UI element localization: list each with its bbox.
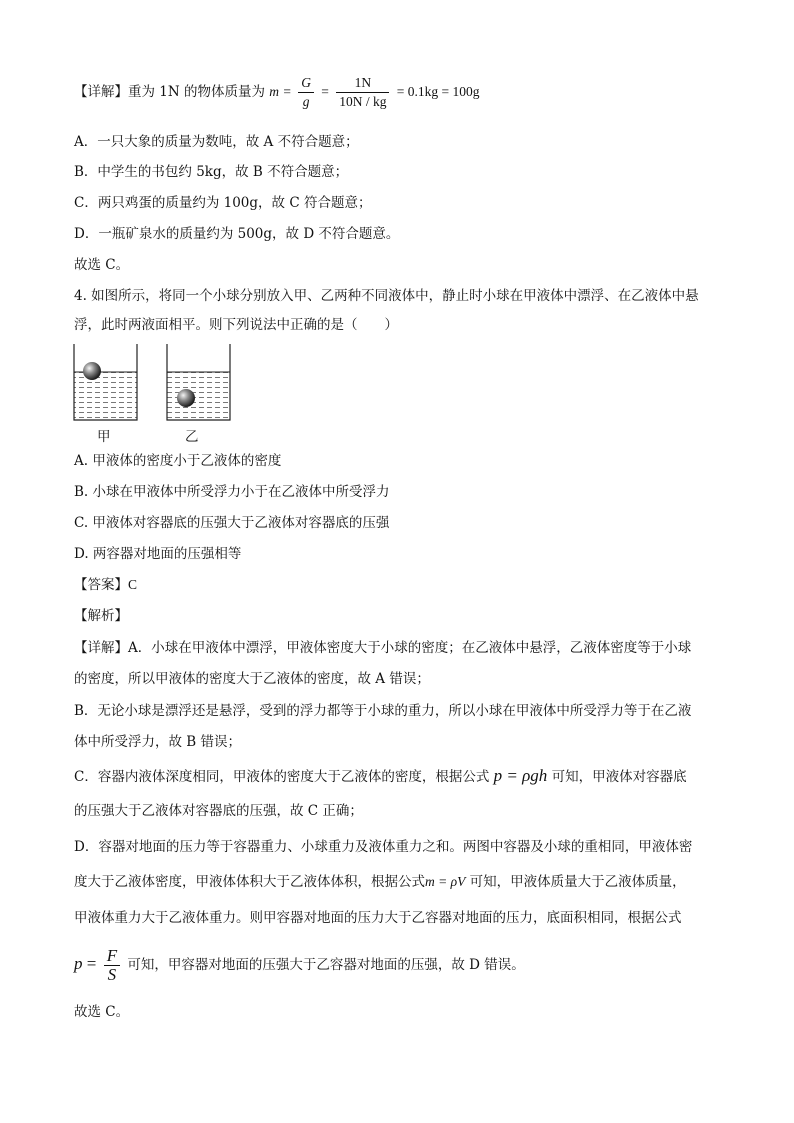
detail-text: 重为 1N 的物体质量为 — [128, 84, 265, 100]
q4-answer-line — [74, 575, 137, 595]
q4-detail-tag: 【详解】 — [74, 640, 128, 656]
eq-fraction-2 — [336, 74, 389, 111]
q4-detail-b-line-1: B．无论小球是漂浮还是悬浮，受到的浮力都等于小球的重力，所以小球在甲液体中所受浮力等于在乙液 — [74, 703, 692, 719]
eq-fraction-1 — [298, 74, 314, 111]
q4-detail-d-line4-post: 可知，甲容器对地面的压强大于乙容器对地面的压强，故 D 错误。 — [127, 957, 525, 973]
q4-detail-d-line-4 — [74, 942, 525, 986]
q4-detail-c-pre: C．容器内液体深度相同，甲液体的密度大于乙液体的密度，根据公式 — [74, 769, 490, 785]
q4-detail-a-line-2: 的密度，所以甲液体的密度大于乙液体的密度，故 A 错误； — [74, 671, 430, 687]
q4-formula-p: p — [74, 954, 83, 973]
liquid-jia — [74, 372, 137, 420]
q4-final: 故选 C。 — [74, 1004, 130, 1020]
q4-formula-eq: = — [86, 954, 97, 973]
eq-frac1-den: g — [302, 94, 310, 109]
q3-final: 故选 C。 — [74, 257, 130, 273]
liquid-yi — [167, 372, 230, 420]
q4-detail-d-pre: 度大于乙液体密度，甲液体体积大于乙液体体积，根据公式 — [74, 874, 425, 890]
detail-tag: 【详解】 — [74, 84, 128, 100]
q4-detail-d-line-2 — [74, 872, 686, 892]
eq-frac2-num: 1N — [336, 74, 389, 93]
beaker-jia — [74, 344, 137, 420]
q4-detail-b-line-2: 体中所受浮力，故 B 错误； — [74, 734, 242, 750]
q4-detail-a-text: A．小球在甲液体中漂浮，甲液体密度大于小球的密度；在乙液体中悬浮，乙液体密度等于小球 — [128, 640, 692, 656]
q4-detail-d-post: 可知，甲液体质量大于乙液体质量， — [469, 874, 686, 890]
q4-formula-fraction — [104, 947, 120, 984]
q4-stem-line-1: 4. 如图所示，将同一个小球分别放入甲、乙两种不同液体中，静止时小球在甲液体中漂浮、在乙液体中悬 — [74, 288, 699, 304]
eq-tail: = 0.1kg = 100g — [396, 84, 480, 99]
beaker-figure — [70, 340, 240, 445]
beaker-yi — [167, 344, 230, 420]
ball-floating — [83, 362, 101, 380]
q4-detail-c-line-2: 的压强大于乙液体对容器底的压强，故 C 正确； — [74, 803, 363, 819]
q4-frac-den: S — [107, 965, 117, 984]
eq-var: m — [269, 84, 280, 99]
q4-option-c: C. 甲液体对容器底的压强大于乙液体对容器底的压强 — [74, 515, 390, 531]
q4-option-d: D. 两容器对地面的压强相等 — [74, 546, 242, 562]
eq-frac1-num: G — [298, 74, 314, 93]
q4-detail-c-line-1 — [74, 766, 687, 787]
q4-formula-mpv: m = ρV — [425, 874, 466, 889]
q3-option-a: A．一只大象的质量为数吨，故 A 不符合题意； — [74, 134, 359, 150]
q4-analysis-tag: 【解析】 — [74, 608, 128, 624]
q4-detail-d-line-3: 甲液体重力大于乙液体重力。则甲容器对地面的压力大于乙容器对地面的压力，底面积相同，根据公式 — [74, 910, 682, 926]
q4-frac-num: F — [104, 947, 120, 966]
q3-option-c: C．两只鸡蛋的质量约为 100g，故 C 符合题意； — [74, 195, 372, 211]
answer-tag: 【答案】 — [74, 577, 128, 593]
q3-detail-line — [74, 72, 480, 112]
figure-label-yi: 乙 — [185, 429, 199, 445]
ball-suspended — [177, 389, 195, 407]
q4-detail-c-post: 可知，甲液体对容器底 — [551, 769, 687, 785]
q4-detail-a-line-1 — [74, 638, 691, 658]
eq-sign: = — [283, 84, 291, 99]
answer-value: C — [128, 577, 138, 592]
q4-formula-pgh: p = ρgh — [493, 766, 548, 785]
q3-option-d: D．一瓶矿泉水的质量约为 500g，故 D 不符合题意。 — [74, 226, 400, 242]
q3-option-b: B．中学生的书包约 5kg，故 B 不符合题意； — [74, 164, 349, 180]
figure-label-jia: 甲 — [97, 429, 111, 445]
eq-frac2-den: 10N / kg — [339, 94, 387, 109]
q4-stem-line-2: 浮，此时两液面相平。则下列说法中正确的是（ ） — [74, 317, 398, 333]
q4-option-b: B. 小球在甲液体中所受浮力小于在乙液体中所受浮力 — [74, 484, 390, 500]
eq-sign-2: = — [321, 84, 329, 99]
q4-option-a: A. 甲液体的密度小于乙液体的密度 — [74, 453, 282, 469]
q4-detail-d-line-1: D．容器对地面的压力等于容器重力、小球重力及液体重力之和。两图中容器及小球的重相同，甲液体密 — [74, 839, 693, 855]
